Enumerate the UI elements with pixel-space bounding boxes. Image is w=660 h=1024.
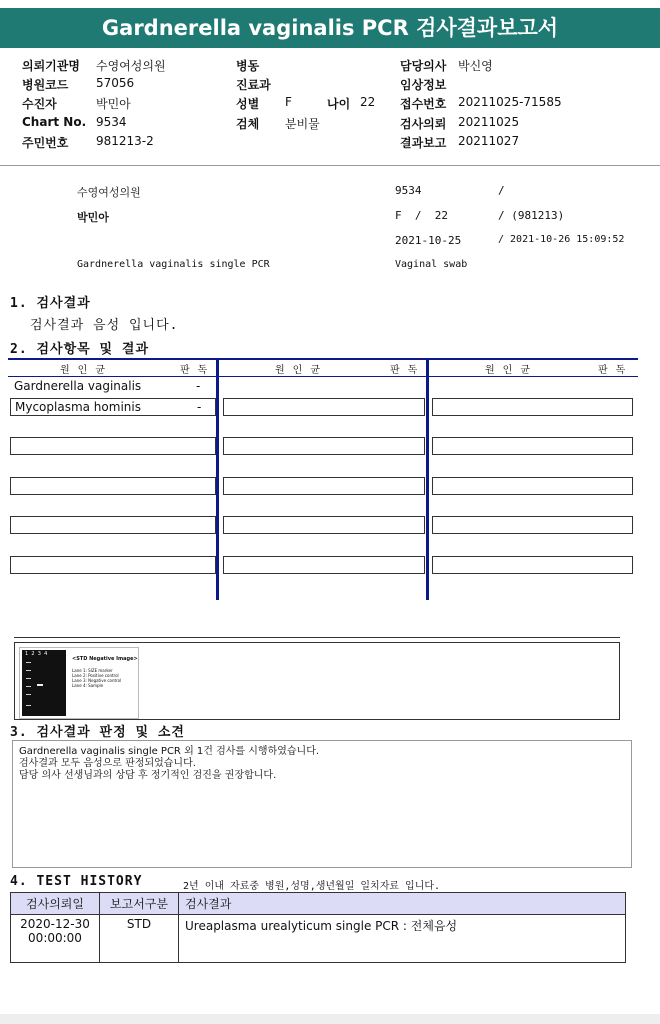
request-value: 20211025 — [458, 115, 520, 129]
col-bacteria-3: 원인균 — [485, 365, 538, 376]
result-name-1: Gardnerella vaginalis — [14, 379, 142, 393]
result-cell-empty — [432, 556, 633, 574]
request-label: 검사의뢰 — [400, 117, 447, 131]
patient-specimen: Vaginal swab — [395, 259, 468, 270]
result-cell-empty — [223, 437, 425, 455]
chart-value: 9534 — [96, 115, 127, 129]
history-date-cell — [11, 915, 100, 963]
age-value: 22 — [360, 95, 376, 109]
opinion-box — [12, 740, 632, 868]
result-cell-empty — [10, 477, 216, 495]
recipient-value: 박민아 — [96, 97, 131, 111]
gel-panel — [14, 642, 620, 720]
result-cell-empty — [432, 516, 633, 534]
patient-sex-age: F / 22 — [395, 209, 448, 222]
dept-label: 진료과 — [236, 78, 271, 92]
result-name-2: Mycoplasma hominis — [15, 400, 141, 414]
doctor-value: 박신영 — [458, 59, 493, 73]
result-cell-empty — [10, 437, 216, 455]
history-col-date: 검사의뢰일 — [11, 893, 100, 915]
col-judge-2: 판독 — [390, 365, 426, 376]
receipt-value: 20211025-71585 — [458, 95, 562, 109]
grid-divider-2 — [426, 358, 429, 600]
patient-test-name: Gardnerella vaginalis single PCR — [77, 259, 270, 270]
sex-value: F — [285, 95, 292, 109]
history-col-result: 검사결과 — [179, 893, 626, 915]
opinion-line-1: Gardnerella vaginalis single PCR 외 1건 검사를 시행하였습니다. — [19, 746, 320, 757]
institution-label: 의뢰기관명 — [22, 59, 80, 73]
rrn-value: 981213-2 — [96, 134, 154, 148]
result-value-2: - — [197, 400, 202, 414]
patient-chart: 9534 — [395, 184, 422, 197]
result-cell-empty — [10, 516, 216, 534]
recipient-label: 수진자 — [22, 97, 57, 111]
age-label: 나이 — [327, 97, 351, 111]
rrn-label: 주민번호 — [22, 136, 69, 150]
clinical-label: 임상정보 — [400, 78, 447, 92]
col-bacteria-1: 원인균 — [60, 365, 113, 376]
gel-photo — [22, 650, 66, 716]
patient-clinic: 수영여성의원 — [77, 186, 141, 199]
history-date: 2020-12-30 — [20, 917, 90, 931]
result-cell-empty — [432, 437, 633, 455]
opinion-text — [19, 746, 319, 782]
history-col-type: 보고서구분 — [100, 893, 179, 915]
gel-caption-line: Lane 2: Positive control — [72, 673, 119, 678]
page-footer-band — [0, 1014, 660, 1024]
result-value-1: - — [196, 379, 201, 393]
hospital-code-value: 57056 — [96, 76, 135, 90]
receipt-label: 접수번호 — [400, 97, 447, 111]
col-judge-3: 판독 — [598, 365, 634, 376]
col-bacteria-2: 원인균 — [275, 365, 328, 376]
result-cell-empty — [432, 477, 633, 495]
section1-title: 1. 검사결과 — [10, 296, 91, 311]
section4-title: 4. TEST HISTORY — [10, 874, 143, 889]
report-value: 20211027 — [458, 134, 520, 148]
gel-caption-line: Lane 3: Negative control — [72, 678, 122, 683]
result-cell-empty — [223, 556, 425, 574]
history-note: 2년 이내 자료중 병원,성명,생년월일 일치자료 입니다. — [183, 881, 441, 892]
hospital-code-label: 병원코드 — [22, 78, 69, 92]
history-table — [10, 892, 626, 963]
history-type: STD — [100, 915, 179, 963]
header-divider — [0, 165, 660, 166]
result-cell-empty — [432, 398, 633, 416]
ward-label: 병동 — [236, 59, 260, 73]
patient-slash: / — [498, 184, 505, 197]
history-header-row — [11, 893, 626, 915]
sex-label: 성별 — [236, 97, 260, 111]
institution-value: 수영여성의원 — [96, 59, 166, 73]
result-cell-empty — [223, 477, 425, 495]
doctor-label: 담당의사 — [400, 59, 447, 73]
col-judge-1: 판독 — [180, 365, 216, 376]
grid-top-rule — [8, 358, 638, 360]
patient-dob: / (981213) — [498, 209, 565, 222]
result-cell-2 — [10, 398, 216, 416]
specimen-label: 검체 — [236, 117, 260, 131]
specimen-value: 분비물 — [285, 117, 320, 131]
patient-name: 박민아 — [77, 211, 109, 224]
result-cell-empty — [223, 516, 425, 534]
history-time: 00:00:00 — [28, 931, 82, 945]
report-label: 결과보고 — [400, 136, 447, 150]
section3-title: 3. 검사결과 판정 및 소견 — [10, 725, 185, 740]
gel-top-rule — [14, 637, 620, 638]
grid-divider-1 — [216, 358, 219, 600]
grid-head-rule — [8, 376, 638, 377]
chart-label: Chart No. — [22, 115, 87, 129]
table-row — [11, 915, 626, 963]
opinion-line-2: 검사결과 모두 음성으로 판정되었습니다. — [19, 758, 196, 769]
gel-caption — [72, 668, 121, 688]
patient-report-time: / 2021-10-26 15:09:52 — [498, 234, 625, 245]
section2-title: 2. 검사항목 및 결과 — [10, 342, 150, 357]
result-cell-empty — [223, 398, 425, 416]
gel-caption-line: Lane 4: Sample — [72, 683, 104, 688]
gel-caption-title: <STD Negative Image> — [72, 656, 138, 662]
report-title: Gardnerella vaginalis PCR 검사결과보고서 — [0, 8, 660, 48]
gel-image — [19, 647, 139, 719]
history-result: Ureaplasma urealyticum single PCR : 전체음성 — [179, 915, 626, 963]
gel-lane-numbers: 1 2 3 4 — [25, 651, 48, 657]
result-cell-empty — [10, 556, 216, 574]
gel-caption-line: Lane 1: SIZE marker — [72, 668, 113, 673]
opinion-line-3: 담당 의사 선생님과의 상담 후 정기적인 검진을 권장합니다. — [19, 770, 277, 781]
section1-text: 검사결과 음성 입니다. — [30, 318, 179, 333]
patient-request-date: 2021-10-25 — [395, 234, 462, 247]
